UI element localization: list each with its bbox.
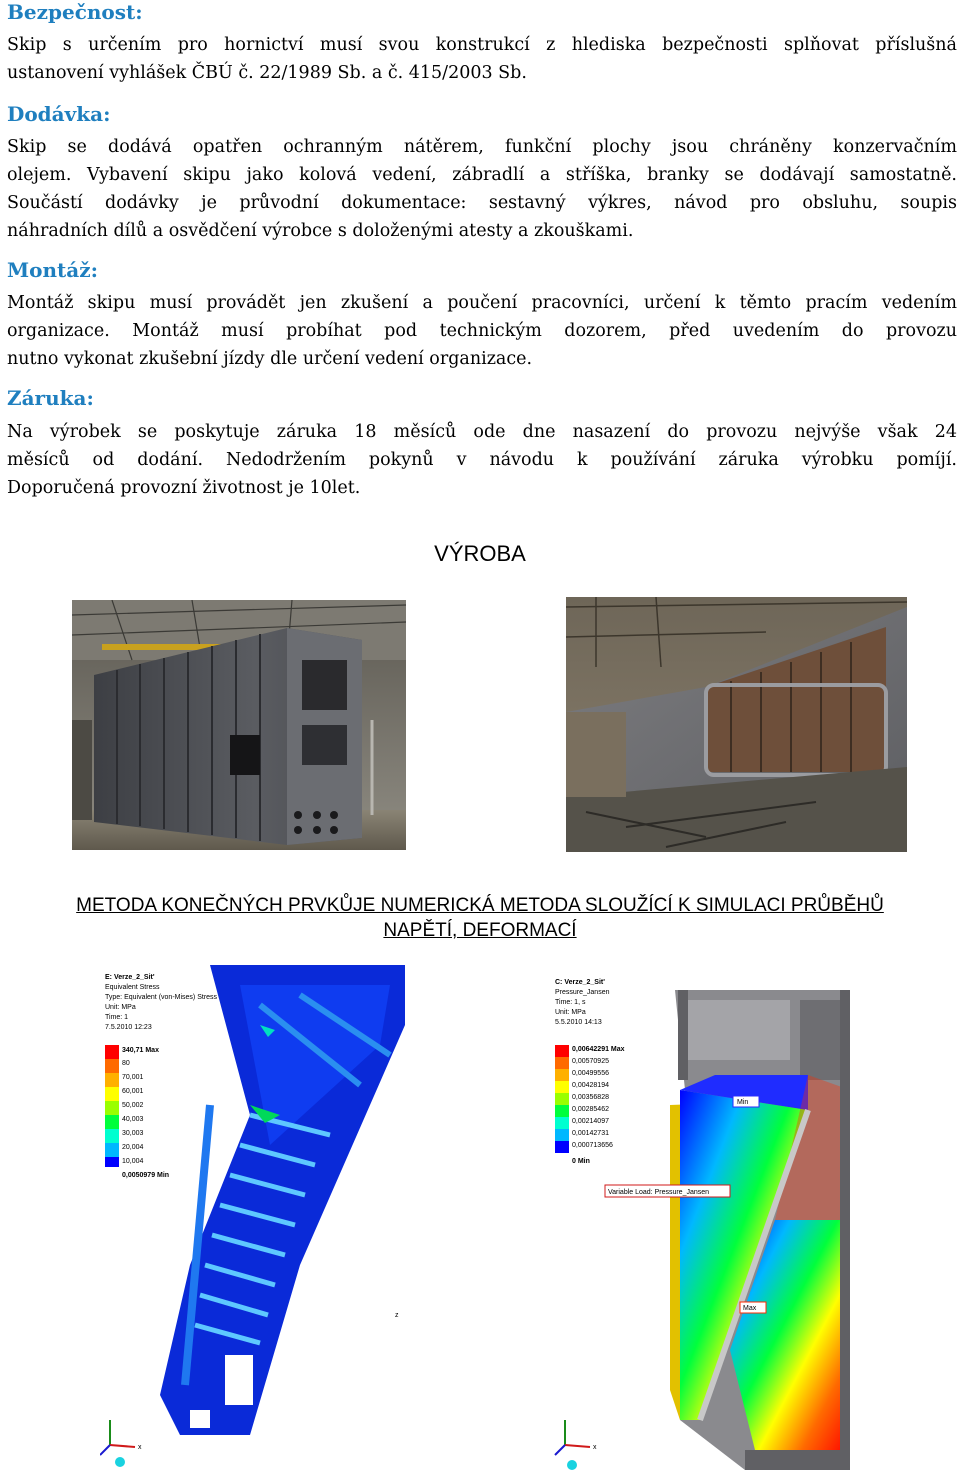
paragraph-bezpecnost	[7, 31, 957, 87]
axis-label: x	[593, 1444, 597, 1451]
heading-zaruka: Záruka:	[7, 386, 94, 410]
fem-left-legend	[105, 1045, 169, 1179]
legend-label: 70,001	[122, 1074, 144, 1081]
legend-label: 0,00285462	[572, 1106, 609, 1113]
text-line: nutno vykonat zkušební jízdy dle určení vedení organizace.	[7, 349, 533, 369]
legend-label: 30,003	[122, 1130, 144, 1137]
legend-swatch	[105, 1045, 119, 1059]
fem-right-line4: 5.5.2010 14:13	[555, 1019, 602, 1026]
text-line: organizace. Montáž musí probíhat pod technickým dozorem, před uvedením do provozu	[7, 321, 957, 341]
legend-label: 340,71 Max	[122, 1047, 159, 1054]
fem-pressure-figure	[550, 970, 860, 1480]
legend-swatch	[105, 1157, 119, 1167]
fem-stress-figure	[100, 965, 430, 1480]
legend-label: 0,0050979 Min	[122, 1172, 170, 1179]
legend-label: 0,00642291 Max	[572, 1046, 625, 1053]
fem-left-line4: Time: 1	[105, 1014, 129, 1021]
legend-swatch	[105, 1143, 119, 1157]
legend-swatch	[105, 1129, 119, 1143]
legend-swatch	[555, 1081, 569, 1093]
photo-skip-workshop-left	[72, 600, 406, 850]
legend-swatch	[555, 1141, 569, 1153]
legend-swatch	[555, 1129, 569, 1141]
fem-right-axis-triad	[555, 1420, 597, 1470]
legend-label: 10,004	[122, 1158, 144, 1165]
fem-left-line5: 7.5.2010 12:23	[105, 1024, 152, 1031]
photo-skip-workshop-right	[566, 597, 907, 852]
method-title-line1: METODA KONEČNÝCH PRVKŮJE NUMERICKÁ METODA SLOUŽÍCÍ K SIMULACI PRŮBĚHŮ	[76, 895, 884, 916]
legend-swatch	[105, 1115, 119, 1129]
fem-left-model	[160, 965, 405, 1435]
method-title-line2: NAPĚTÍ, DEFORMACÍ	[383, 920, 577, 941]
legend-swatch	[105, 1073, 119, 1087]
fem-left-title: E: Verze_2_Sit'	[105, 974, 155, 981]
fem-left-axis-triad	[100, 1420, 142, 1467]
axis-label: z	[395, 1312, 399, 1319]
legend-swatch	[105, 1101, 119, 1115]
legend-swatch	[105, 1059, 119, 1073]
paragraph-montaz	[7, 289, 957, 373]
fem-right-title: C: Verze_2_Sit'	[555, 979, 605, 986]
text-line: Doporučená provozní životnost je 10let.	[7, 478, 361, 498]
legend-label: 20,004	[122, 1144, 144, 1151]
paragraph-dodavka	[7, 133, 957, 245]
legend-label: 0,00570925	[572, 1058, 609, 1065]
axis-label: x	[138, 1444, 142, 1451]
text-line: náhradních dílů a osvědčení výrobce s doloženými atesty a zkouškami.	[7, 221, 634, 241]
legend-swatch	[555, 1093, 569, 1105]
fem-right-legend	[555, 1045, 625, 1165]
text-line: Montáž skipu musí provádět jen zkušení a poučení pracovníci, určení k těmto pracím vedením	[7, 293, 957, 313]
legend-label: 40,003	[122, 1116, 144, 1123]
text-line: Součástí dodávky je průvodní dokumentace: sestavný výkres, návod pro obsluhu, soupis	[7, 193, 957, 213]
fem-right-line2: Time: 1, s	[555, 999, 586, 1006]
probe-max-label: Max	[743, 1305, 757, 1312]
legend-swatch	[555, 1105, 569, 1117]
legend-swatch	[105, 1087, 119, 1101]
probe-max	[740, 1302, 766, 1313]
legend-label: 0,00214097	[572, 1118, 609, 1125]
text-line: měsíců od dodání. Nedodržením pokynů v návodu k používání záruka výrobku pomíjí.	[7, 450, 957, 470]
legend-label: 0,000713656	[572, 1142, 613, 1149]
legend-label: 0,00428194	[572, 1082, 609, 1089]
fem-right-model	[670, 990, 850, 1470]
probe-min	[733, 1096, 759, 1107]
fem-right-line1: Pressure_Jansen	[555, 989, 610, 996]
legend-label: 0 Min	[572, 1158, 590, 1165]
heading-dodavka: Dodávka:	[7, 102, 111, 126]
text-line: Skip se dodává opatřen ochranným nátěrem, funkční plochy jsou chráněny konzervačním	[7, 137, 957, 157]
legend-label: 50,002	[122, 1102, 144, 1109]
legend-swatch	[555, 1057, 569, 1069]
legend-swatch	[555, 1045, 569, 1057]
legend-label: 0,00142731	[572, 1130, 609, 1137]
text-line: olejem. Vybavení skipu jako kolová vedení, zábradlí a stříška, branky se dodávají samostatně.	[7, 165, 957, 185]
text-line: ustanovení vyhlášek ČBÚ č. 22/1989 Sb. a č. 415/2003 Sb.	[7, 63, 527, 83]
text-line: Skip s určením pro hornictví musí svou konstrukcí z hlediska bezpečnosti splňovat příslušná	[7, 35, 957, 55]
legend-swatch	[555, 1117, 569, 1129]
paragraph-zaruka	[7, 418, 957, 502]
legend-label: 0,00356828	[572, 1094, 609, 1101]
heading-montaz: Montáž:	[7, 258, 98, 282]
legend-swatch	[555, 1069, 569, 1081]
fem-left-line1: Equivalent Stress	[105, 984, 160, 991]
load-label-box	[605, 1185, 730, 1197]
probe-min-label: Min	[737, 1099, 749, 1106]
fem-left-line3: Unit: MPa	[105, 1004, 136, 1011]
vyroba-title: VÝROBA	[434, 541, 526, 566]
heading-bezpecnost: Bezpečnost:	[7, 0, 143, 24]
load-label: Variable Load: Pressure_Jansen	[608, 1189, 710, 1196]
fem-left-line2: Type: Equivalent (von-Mises) Stress	[105, 994, 218, 1001]
fem-right-line3: Unit: MPa	[555, 1009, 586, 1016]
legend-label: 0,00499556	[572, 1070, 609, 1077]
text-line: Na výrobek se poskytuje záruka 18 měsíců ode dne nasazení do provozu nejvýše však 24	[7, 422, 957, 442]
legend-label: 60,001	[122, 1088, 144, 1095]
legend-label: 80	[122, 1060, 130, 1067]
